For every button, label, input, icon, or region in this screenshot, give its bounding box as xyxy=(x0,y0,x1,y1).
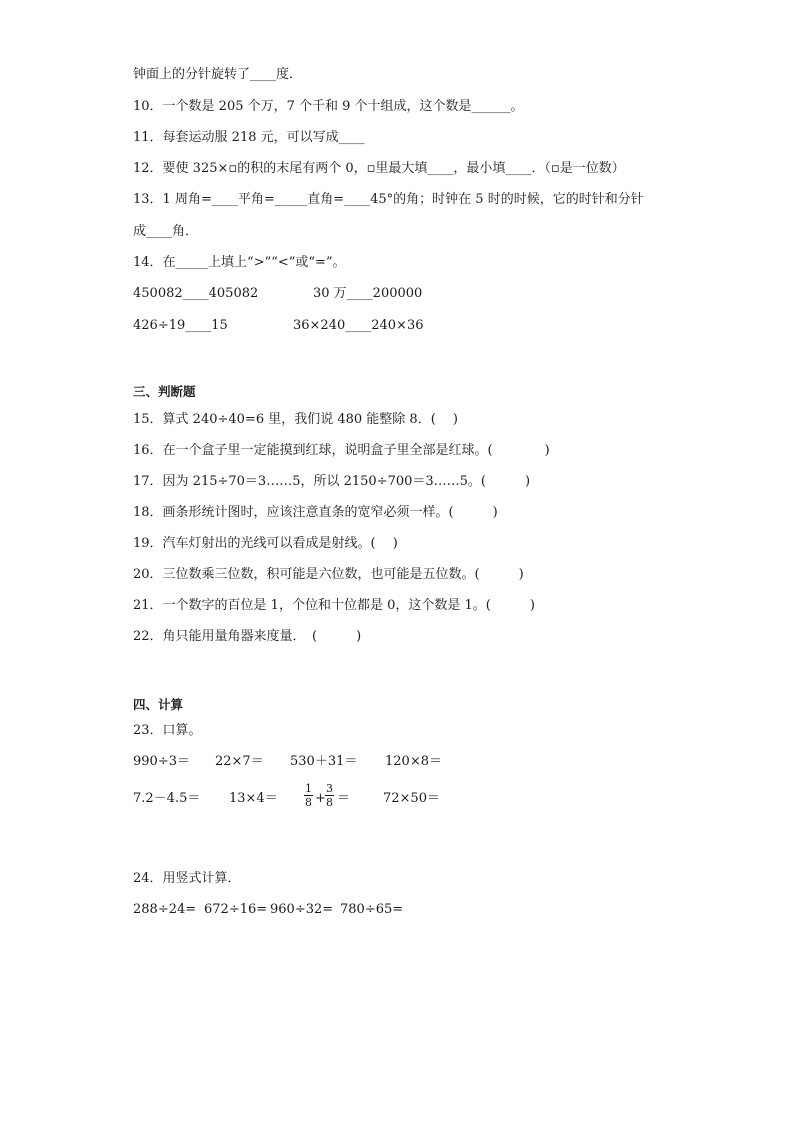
oral-calc-1: 990÷3＝ xyxy=(133,754,190,769)
oral-calc-6: 13×4＝ xyxy=(229,791,278,806)
fraction-equals-sign: ＝ xyxy=(337,791,351,806)
section-4-title: 四、计算 xyxy=(133,697,184,712)
question-19: 19．汽车灯射出的光线可以看成是射线。( ) xyxy=(133,536,398,551)
question-23-title: 23．口算。 xyxy=(133,723,202,738)
oral-calc-4: 120×8＝ xyxy=(385,754,442,769)
oral-calc-5: 7.2－4.5＝ xyxy=(133,791,201,806)
oral-calc-2: 22×7＝ xyxy=(215,754,264,769)
question-9-tail: 钟面上的分针旋转了____度． xyxy=(133,67,303,82)
question-15: 15．算式 240÷40=6 里，我们说 480 能整除 8．( ) xyxy=(133,412,458,427)
question-14-item-3: 426÷19____15 xyxy=(133,318,228,333)
question-16: 16．在一个盒子里一定能摸到红球，说明盒子里全部是红球。( ) xyxy=(133,443,550,458)
question-22: 22．角只能用量角器来度量． ( ) xyxy=(133,629,362,644)
question-20: 20．三位数乘三位数，积可能是六位数，也可能是五位数。( ) xyxy=(133,567,524,582)
question-18: 18．画条形统计图时，应该注意直条的宽窄必须一样。( ) xyxy=(133,505,498,520)
fraction-three-eighths xyxy=(325,782,334,809)
question-14: 14．在_____上填上“>”“<”或“=”。 xyxy=(133,255,346,270)
question-14-item-1: 450082____405082 xyxy=(133,286,259,301)
question-13-line-1: 13．1 周角=____平角=_____直角=____45°的角；时钟在 5 时的时候，它的时针和分针 xyxy=(133,192,644,207)
vertical-calc-4: 780÷65= xyxy=(340,902,404,917)
question-12: 12．要使 325×▫的积的末尾有两个 0，▫里最大填____，最小填____．（▫是一位数） xyxy=(133,161,625,176)
question-24-title: 24．用竖式计算． xyxy=(133,871,241,886)
fraction-a-numerator: 1 xyxy=(305,782,312,795)
question-14-item-2: 30 万____200000 xyxy=(313,286,423,301)
fraction-a-denominator: 8 xyxy=(305,796,312,809)
question-11: 11．每套运动服 218 元，可以写成____ xyxy=(133,130,365,145)
oral-calc-3: 530＋31＝ xyxy=(290,754,358,769)
question-10: 10．一个数是 205 个万，7 个千和 9 个十组成，这个数是______。 xyxy=(133,99,524,114)
question-14-item-4: 36×240____240×36 xyxy=(293,318,424,333)
vertical-calc-3: 960÷32= xyxy=(270,902,334,917)
fraction-plus-sign: + xyxy=(315,791,326,806)
question-21: 21．一个数字的百位是 1，个位和十位都是 0，这个数是 1。( ) xyxy=(133,598,535,613)
oral-calc-8: 72×50＝ xyxy=(383,791,440,806)
vertical-calc-1: 288÷24= xyxy=(133,902,197,917)
question-13-line-2: 成____角． xyxy=(133,224,199,239)
fraction-b-denominator: 8 xyxy=(326,796,333,809)
fraction-b-numerator: 3 xyxy=(326,782,333,795)
question-17: 17．因为 215÷70＝3……5，所以 2150÷700＝3……5。( ) xyxy=(133,474,531,489)
section-3-title: 三、判断题 xyxy=(133,384,196,399)
vertical-calc-2: 672÷16= xyxy=(204,902,268,917)
fraction-one-eighth xyxy=(304,782,313,809)
